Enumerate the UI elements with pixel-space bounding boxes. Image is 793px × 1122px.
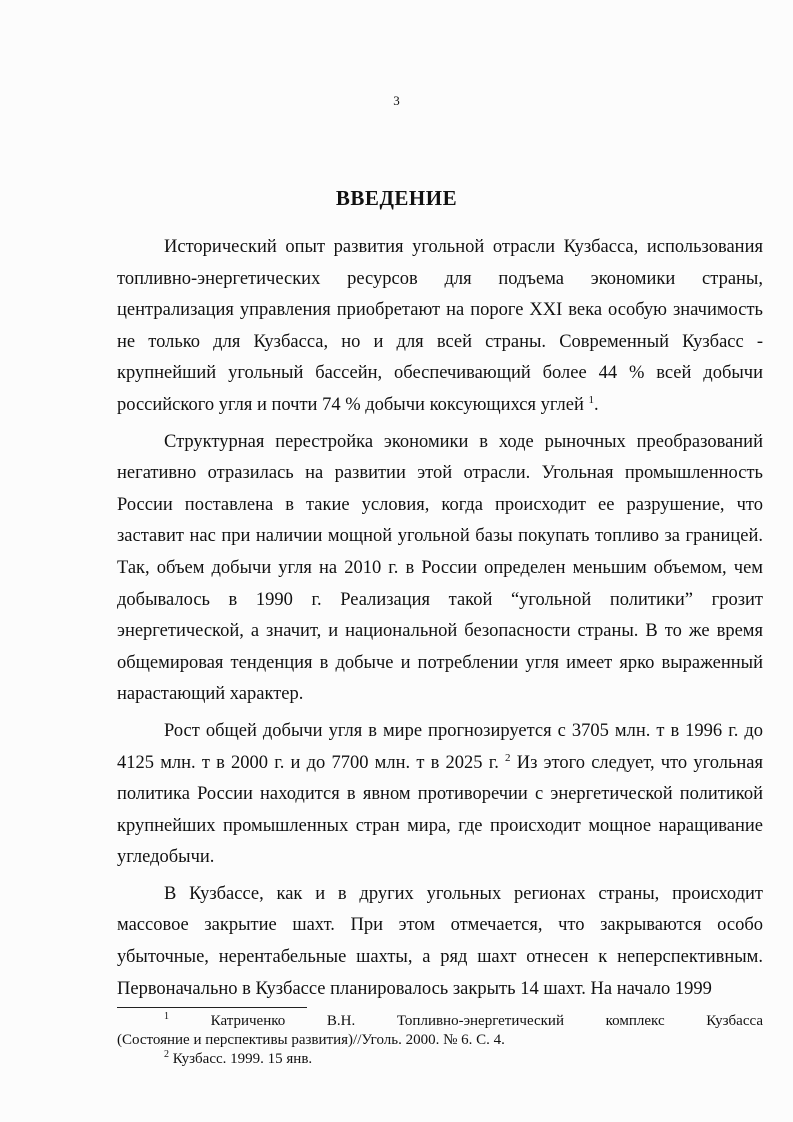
footnote-ref-1: 1 — [588, 393, 595, 406]
footnote-ref-2: 2 — [505, 751, 511, 764]
paragraph-3 — [117, 716, 763, 874]
footnote-1 — [117, 1012, 763, 1031]
page-number: 3 — [393, 93, 400, 108]
paragraph-1-end: . — [594, 394, 599, 415]
footnote-1-line-1: Катриченко В.Н. Топливно-энергетический комплекс Кузбасса — [210, 1013, 763, 1029]
section-heading: ВВЕДЕНИЕ — [335, 186, 458, 210]
paragraph-3-text: Рост общей добычи угля в мире прогнозируется с 3705 млн. т в 1996 г. до 4125 млн. т в 2000 г. и до 7700 млн. т в 2025 г. — [117, 720, 763, 773]
footnote-1-number: 1 — [164, 1011, 169, 1022]
paragraph-4: В Кузбассе, как и в других угольных регионах страны, происходит массовое закрытие шахт. При этом отмечается, что закрываются особо убыточные, нерентабельные шахты, а ряд шахт отнесен к неперспективным. Первоначально в Кузбассе планировалось закрыть 14 шахт. На начало 1999 — [117, 883, 763, 999]
paragraph-2: Структурная перестройка экономики в ходе рыночных преобразований негативно отразилась на развитии этой отрасли. Угольная промышленность России поставлена в такие условия, когда происходит ее разрушение, что заставит нас при наличии мощной угольной базы покупать топливо за границей. Так, объем добычи угля на 2010 г. в России определен меньшим объемом, чем добывалось в 1990 г. Реализация такой “угольной политики” грозит энергетической, а значит, и национальной безопасности страны. В то же время общемировая тенденция в добыче и потреблении угля имеет ярко выраженный нарастающий характер. — [117, 431, 763, 705]
footnote-divider — [117, 1007, 307, 1008]
footnote-2-text: Кузбасс. 1999. 15 янв. — [172, 1051, 313, 1067]
footnote-2 — [117, 1050, 763, 1069]
footnote-1-continued: (Состояние и перспективы развития)//Уголь. 2000. № 6. С. 4. — [117, 1032, 505, 1048]
paragraph-1-text: Исторический опыт развития угольной отрасли Кузбасса, использования топливно-энергетических ресурсов для подъема экономики страны, централизация управления приобретают на пороге XXI века особую значимость не только для Кузбасса, но и для всей страны. Современный Кузбасс - крупнейший угольный бассейн, обеспечивающий более 44 % всей добычи российского угля и почти 74 % добычи коксующихся углей — [117, 237, 763, 415]
paragraph-3-rest: Из этого следует, что угольная политика России находится в явном противоречии с энергетической политикой крупнейших промышленных стран мира, где происходит мощное наращивание угледобычи. — [117, 752, 764, 868]
footnotes — [117, 1012, 763, 1069]
paragraph-1 — [117, 232, 763, 422]
main-text — [117, 232, 763, 1005]
footnote-2-number: 2 — [164, 1049, 169, 1060]
